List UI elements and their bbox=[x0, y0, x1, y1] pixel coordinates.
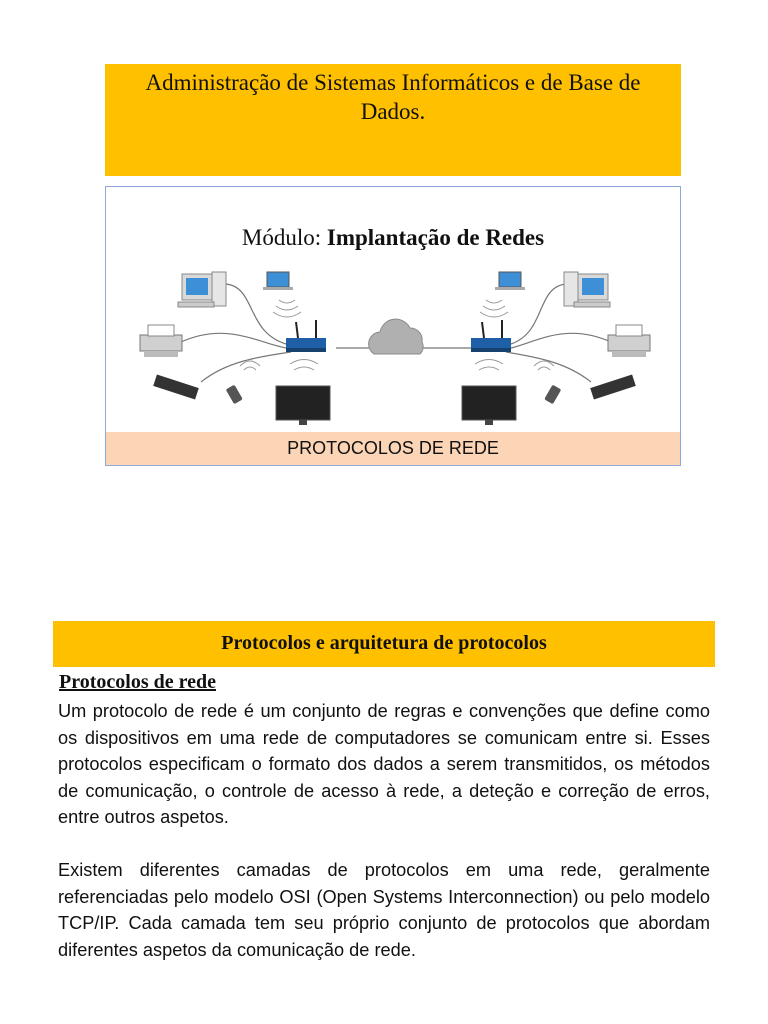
document-title bbox=[105, 68, 681, 126]
tv-icon bbox=[276, 386, 330, 425]
printer-icon bbox=[608, 325, 650, 357]
router-icon bbox=[286, 320, 326, 352]
title-line-2: Dados. bbox=[360, 99, 426, 124]
title-banner bbox=[105, 64, 681, 176]
scanner-icon bbox=[153, 374, 199, 399]
printer-icon bbox=[140, 325, 182, 357]
phone-icon bbox=[544, 385, 561, 405]
desktop-computer-icon bbox=[564, 272, 610, 307]
network-diagram bbox=[126, 262, 666, 427]
phone-icon bbox=[226, 385, 243, 405]
module-title bbox=[106, 225, 680, 251]
cloud-icon bbox=[369, 319, 424, 354]
wifi-waves-icon bbox=[273, 300, 301, 317]
protocol-strip-label: PROTOCOLOS DE REDE bbox=[106, 432, 680, 465]
module-card bbox=[105, 186, 681, 466]
tv-icon bbox=[462, 386, 516, 425]
paragraph-1: Um protocolo de rede é um conjunto de regras e convenções que define como os dispositivos em uma rede de computadores se comunicam entre si. Esses protocolos especificam o formato dos dados a serem transmitidos, os métodos de comunicação, o controle de acesso à rede, a deteção e correção de erros, entre outros aspetos. bbox=[58, 701, 710, 827]
laptop-icon bbox=[495, 272, 525, 290]
title-line-1: Administração de Sistemas Informáticos e de Base de bbox=[145, 70, 641, 95]
section-banner: Protocolos e arquitetura de protocolos bbox=[53, 621, 715, 667]
scanner-icon bbox=[590, 374, 636, 399]
module-prefix: Módulo: bbox=[241, 225, 327, 250]
paragraph-2: Existem diferentes camadas de protocolos em uma rede, geralmente referenciadas pelo modelo OSI (Open Systems Interconnection) ou pelo modelo TCP/IP. Cada camada tem seu próprio conjunto de protocolos que abordam diferentes aspetos da comunicação de rede. bbox=[58, 860, 710, 960]
module-name: Implantação de Redes bbox=[326, 225, 545, 250]
router-icon bbox=[471, 320, 511, 352]
laptop-icon bbox=[263, 272, 293, 290]
desktop-computer-icon bbox=[178, 272, 226, 307]
section-subheading: Protocolos de rede bbox=[59, 671, 217, 693]
